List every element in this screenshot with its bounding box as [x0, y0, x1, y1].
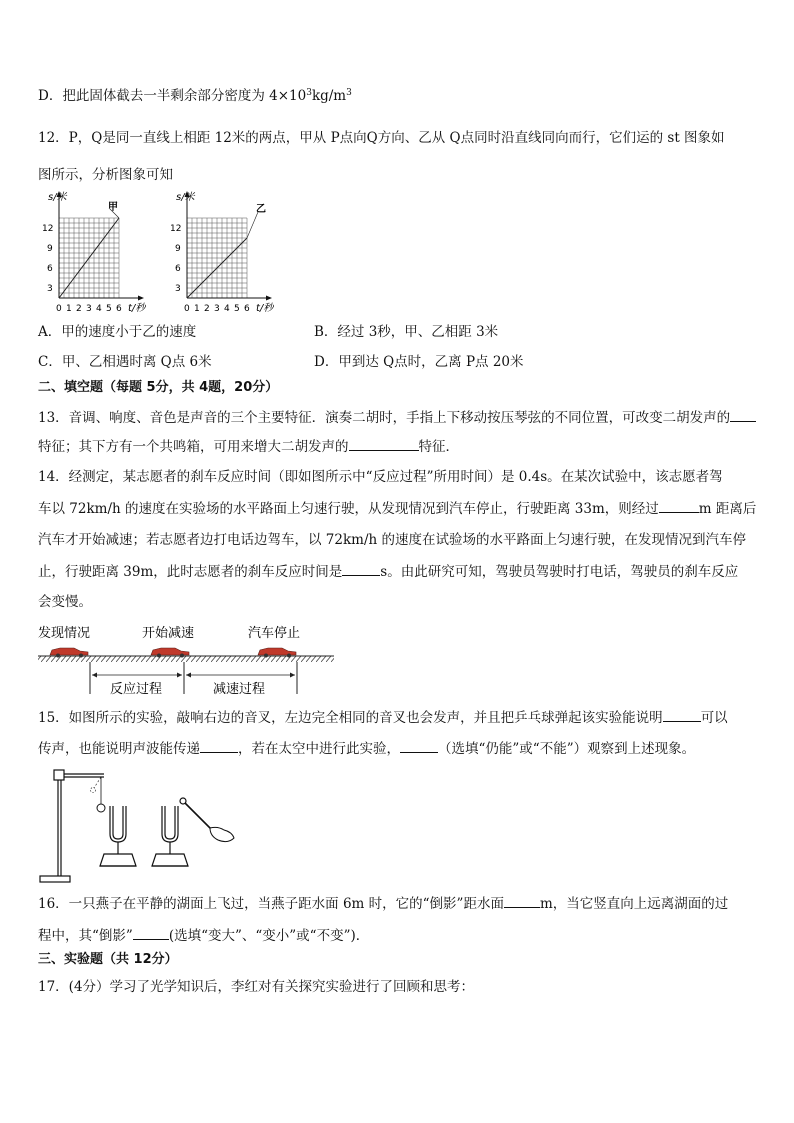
q14-seg-reaction: 反应过程 [110, 682, 163, 697]
graph-yi-x-arrow [266, 296, 272, 301]
q13-blank-2[interactable] [349, 436, 419, 451]
q11-option-d [38, 86, 352, 106]
q13-line1-text: 13．音调、响度、音色是声音的三个主要特征．演奏二胡时，手指上下移动按压琴弦的不同位置，可改变二胡发声的 [38, 410, 731, 426]
graph-yi-xtick: 3 [214, 304, 220, 313]
graph-yi-grid [187, 218, 247, 298]
q13-line2-end: 特征． [418, 439, 459, 455]
graph-jia-xtick: 1 [66, 304, 72, 313]
q16-line1-text: 16．一只燕子在平静的湖面上飞过，当燕子距水面 6m 时，它的“倒影”距水面 [38, 896, 504, 912]
q12-line2: 图所示，分析图象可知 [38, 167, 173, 183]
q15-line2-text: 传声，也能说明声波能传递 [38, 741, 200, 757]
q15-ball-ghost [91, 788, 96, 793]
graph-yi-xtick: 1 [194, 304, 200, 313]
graph-yi-ytick: 6 [175, 264, 181, 274]
q14-line4-end: s。由此研究可知，驾驶员驾驶时打电话，驾驶员的刹车反应 [380, 564, 739, 580]
q14-blank-2[interactable] [342, 561, 380, 576]
q16-line2 [38, 925, 369, 946]
q13-line1 [38, 407, 756, 428]
section3-title: 三、实验题（共 12分） [38, 952, 178, 967]
q12-option-c: C．甲、乙相遇时离 Q点 6米 [38, 354, 212, 370]
graph-jia-xtick: 2 [76, 304, 82, 313]
q14-arrowhead [290, 673, 295, 678]
q12-option-d: D．甲到达 Q点时，乙离 P点 20米 [314, 354, 524, 370]
graph-jia-xtick: 6 [116, 304, 122, 313]
q14-line1: 14．经测定，某志愿者的刹车反应时间（即如图所示中“反应过程”所用时间）是 0.4s。在某次试验中，该志愿者驾 [38, 469, 723, 485]
q15-hand [210, 827, 234, 841]
q12-option-b: B．经过 3秒，甲、乙相距 3米 [314, 324, 499, 340]
q16-line2-text: 程中，其“倒影” [38, 928, 133, 944]
graph-yi-xtick: 5 [234, 304, 240, 313]
graph-jia-ytick: 9 [47, 244, 53, 254]
q12-option-a: A．甲的速度小于乙的速度 [38, 324, 197, 340]
q16-line1-end: m，当它竖直向上远离湖面的过 [539, 896, 729, 912]
graph-jia-ytick: 3 [47, 284, 53, 294]
q14-figure [36, 620, 336, 698]
q15-swing-path [94, 777, 101, 788]
q14-seg-decel: 减速过程 [213, 682, 266, 697]
q15-line2-end: （选填“仍能”或“不能”）观察到上述现象。 [438, 741, 696, 757]
graph-jia-ytick: 6 [47, 264, 53, 274]
graph-yi-xlabel: t/秒 [256, 303, 274, 313]
q15-stand [40, 770, 104, 882]
graph-jia-ylabel: s/米 [48, 192, 67, 203]
q15-blank-3[interactable] [400, 738, 438, 753]
graph-jia-xtick: 0 [56, 304, 62, 313]
q15-figure [38, 766, 238, 886]
q14-label-brake: 开始减速 [142, 626, 195, 641]
q15-line1-end: 可以 [700, 710, 728, 726]
q14-arrowhead [186, 673, 191, 678]
graph-yi-name: 乙 [256, 204, 266, 215]
q16-blank-2[interactable] [133, 925, 169, 940]
q14-line3: 汽车才开始减速；若志愿者边打电话边驾车，以 72km/h 的速度在试验场的水平路面上匀速行驶，在发现情况到汽车停 [38, 532, 746, 548]
q14-arrowhead [92, 673, 97, 678]
graph-yi-xtick: 0 [184, 304, 190, 313]
q13-line2 [38, 436, 459, 457]
q14-line4 [38, 561, 738, 582]
q14-line2-text: 车以 72km/h 的速度在实验场的水平路面上匀速行驶，从发现情况到汽车停止，行驶距离 33m，则经过 [38, 501, 659, 517]
graph-jia-x-arrow [138, 296, 144, 301]
q16-blank-1[interactable] [504, 893, 540, 908]
q14-blank-1[interactable] [659, 498, 699, 513]
q13-line2-text: 特征；其下方有一个共鸣箱，可用来增大二胡发声的 [38, 439, 349, 455]
q15-line1 [38, 707, 728, 728]
q15-mallet-handle [184, 802, 214, 832]
q12-graph-jia [38, 188, 153, 313]
q17-line1: 17．(4分）学习了光学知识后，李红对有关探究实验进行了回顾和思考： [38, 979, 475, 995]
graph-yi-ylabel: s/米 [176, 192, 195, 203]
graph-yi-ytick: 12 [170, 224, 182, 234]
q15-fork-left [100, 806, 136, 866]
q14-label-stop: 汽车停止 [248, 626, 301, 641]
q15-fork-right [152, 806, 188, 866]
q11-option-d-exp: 3 [306, 88, 312, 98]
q11-option-d-unit-exp: 3 [346, 88, 352, 98]
q15-line2 [38, 738, 695, 759]
q16-line1 [38, 893, 728, 914]
graph-yi-xtick: 4 [224, 304, 230, 313]
q15-line1-text: 15．如图所示的实验，敲响右边的音叉，左边完全相同的音叉也会发声，并且把乒乓球弹起该实验能说明 [38, 710, 663, 726]
graph-yi-ytick: 9 [175, 244, 181, 254]
q15-ping-pong-ball [97, 804, 105, 812]
q14-arrowhead [177, 673, 182, 678]
q11-option-d-prefix: D．把此固体截去一半剩余部分密度为 4×10 [38, 88, 307, 104]
q14-label-discover: 发现情况 [38, 626, 91, 641]
q14-line4-text: 止，行驶距离 39m，此时志愿者的刹车反应时间是 [38, 564, 343, 580]
graph-yi-xtick: 2 [204, 304, 210, 313]
q16-line2-end: (选填“变大”、“变小”或“不变”)． [168, 928, 370, 944]
q12-graph-yi [166, 188, 291, 313]
q14-line2-end: m 距离后 [698, 501, 757, 517]
graph-yi-label-leader [247, 212, 258, 238]
graph-jia-name: 甲 [108, 202, 118, 213]
q12-line1: 12．P，Q是同一直线上相距 12米的两点，甲从 P点向Q方向、乙从 Q点同时沿直线同向而行，它们运的 st 图象如 [38, 130, 725, 146]
q14-line2 [38, 498, 756, 519]
q14-line5: 会变慢。 [38, 594, 92, 610]
graph-yi-xtick: 6 [244, 304, 250, 313]
graph-jia-xtick: 5 [106, 304, 112, 313]
graph-jia-xlabel: t/秒 [128, 303, 146, 313]
graph-jia-xtick: 4 [96, 304, 102, 313]
graph-yi-ytick: 3 [175, 284, 181, 294]
q11-option-d-unit: kg/m [311, 88, 347, 104]
q15-line2-mid: ，若在太空中进行此实验， [238, 741, 400, 757]
section2-title: 二、填空题（每题 5分，共 4题，20分） [38, 380, 279, 395]
q15-blank-1[interactable] [663, 707, 701, 722]
q15-blank-2[interactable] [200, 738, 238, 753]
q15-mallet-head [180, 798, 186, 804]
graph-jia-ytick: 12 [42, 224, 54, 234]
graph-jia-xtick: 3 [86, 304, 92, 313]
q13-blank-1[interactable] [730, 407, 756, 422]
